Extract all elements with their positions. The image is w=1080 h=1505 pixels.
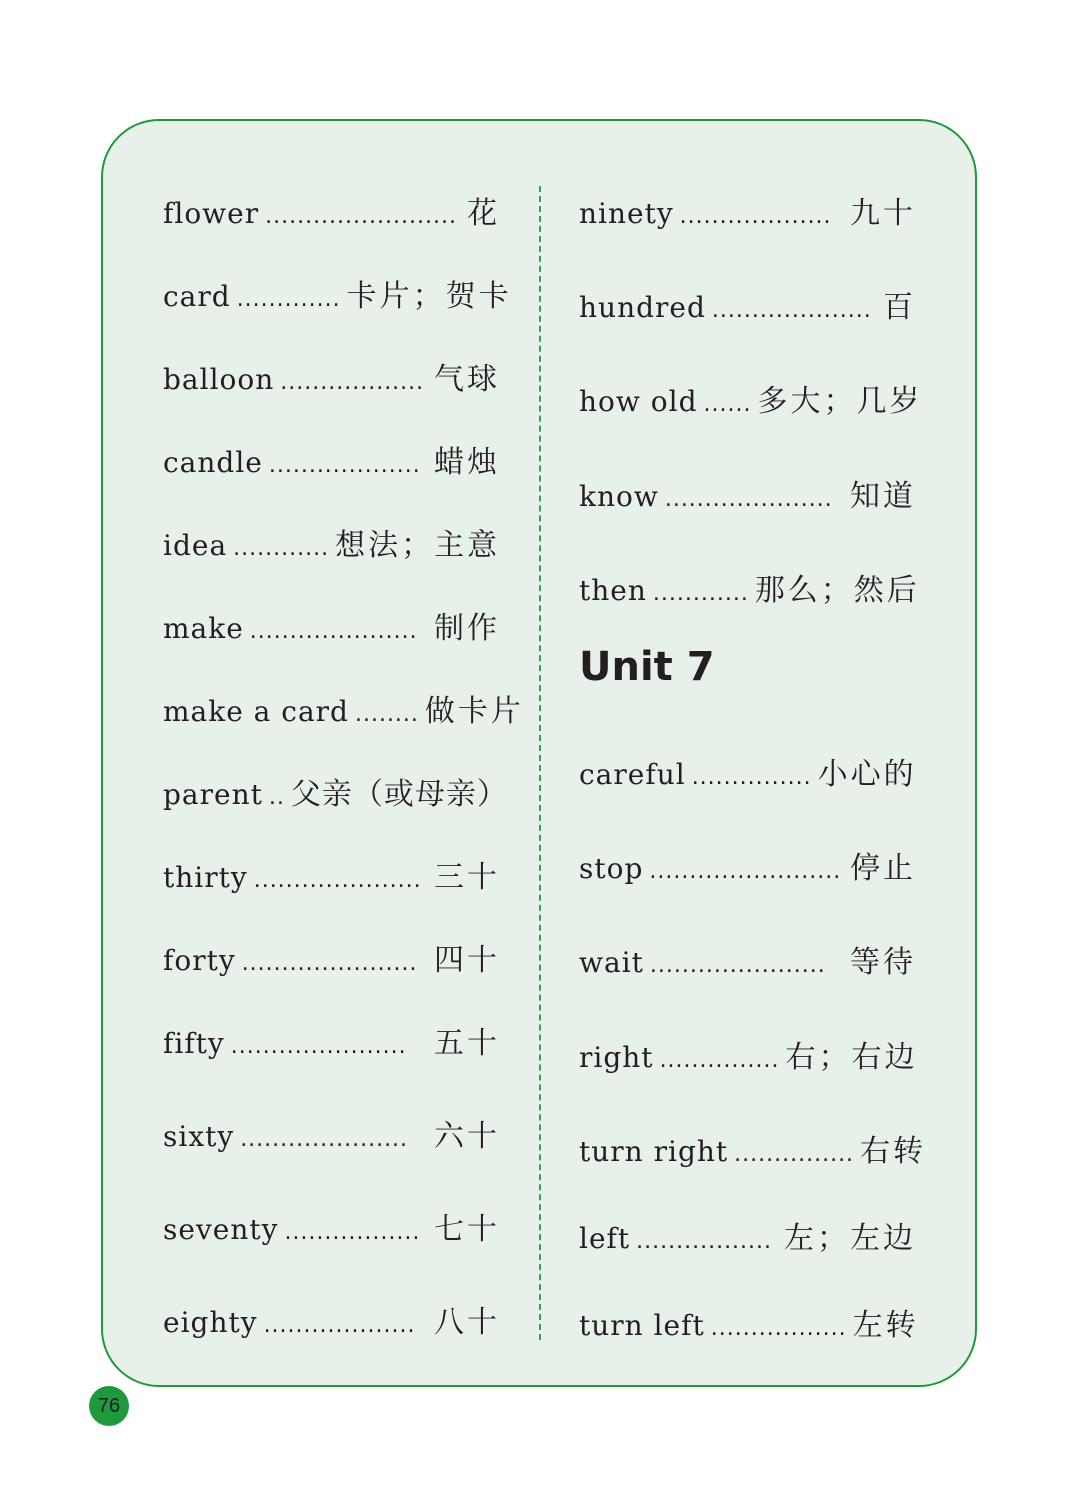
vocab-entry-stop [579, 843, 916, 887]
vocab-meaning: 右转 [860, 1134, 927, 1169]
leader-dots: ................. [710, 1316, 847, 1341]
vocab-entry-parent [163, 769, 508, 813]
vocab-entry-eighty [163, 1297, 500, 1341]
vocab-meaning: 花 [467, 196, 500, 231]
vocab-word: left [579, 1222, 631, 1255]
leader-dots: .................... [711, 298, 872, 323]
vocab-entry-know [579, 471, 916, 515]
vocab-meaning: 百 [883, 290, 916, 325]
vocab-entry-make [163, 603, 500, 647]
vocab-meaning: 左转 [852, 1308, 919, 1343]
vocab-word: make [163, 612, 244, 645]
vocab-entry-candle [163, 437, 500, 481]
vocab-word: parent [163, 778, 263, 811]
vocab-meaning: 知道 [850, 479, 916, 514]
leader-dots: ............. [236, 287, 341, 312]
leader-dots: .................. [280, 370, 425, 395]
vocab-entry-then [579, 565, 920, 609]
vocab-word: thirty [163, 861, 248, 894]
vocab-word: then [579, 574, 647, 607]
vocab-word: stop [579, 852, 644, 885]
vocab-word: balloon [163, 363, 275, 396]
vocab-meaning: 左；左边 [784, 1221, 916, 1256]
vocab-entry-forty [163, 935, 500, 979]
vocab-meaning: 制作 [434, 611, 500, 646]
vocab-word: fifty [163, 1027, 225, 1060]
vocab-meaning: 九十 [850, 196, 916, 231]
vocab-entry-turn-left [579, 1300, 919, 1344]
leader-dots: ............... [734, 1142, 855, 1167]
vocab-word: flower [163, 197, 260, 230]
vocab-entry-idea [163, 520, 500, 564]
vocab-word: know [579, 480, 659, 513]
leader-dots: ..................... [249, 619, 418, 644]
vocab-word: sixty [163, 1120, 235, 1153]
vocab-entry-balloon [163, 354, 500, 398]
leader-dots: ............... [691, 765, 812, 790]
page-number-badge: 76 [89, 1386, 129, 1426]
vocab-entry-left [579, 1213, 916, 1257]
vocab-word: wait [579, 946, 644, 979]
leader-dots: ........................ [649, 859, 842, 884]
vocab-meaning: 停止 [850, 851, 916, 886]
vocab-meaning: 八十 [434, 1305, 500, 1340]
vocab-meaning: 五十 [434, 1026, 500, 1061]
leader-dots: ............ [233, 536, 330, 561]
column-divider [539, 186, 541, 1340]
vocab-meaning: 四十 [434, 943, 500, 978]
leader-dots: ...... [703, 392, 752, 417]
vocab-meaning: 三十 [434, 860, 500, 895]
leader-dots: ................. [284, 1220, 421, 1245]
vocab-word: candle [163, 446, 263, 479]
vocab-meaning: 六十 [434, 1119, 500, 1154]
vocab-entry-make-a-card [163, 686, 524, 730]
vocab-meaning: 父亲（或母亲） [290, 777, 508, 812]
vocab-word: right [579, 1041, 654, 1074]
leader-dots: ...................... [241, 951, 418, 976]
vocab-entry-hundred [579, 282, 916, 326]
leader-dots: ..................... [240, 1127, 409, 1152]
leader-dots: ................. [636, 1229, 773, 1254]
vocab-word: hundred [579, 291, 706, 324]
vocab-word: idea [163, 529, 228, 562]
leader-dots: ................... [679, 204, 832, 229]
vocab-word: seventy [163, 1213, 279, 1246]
vocab-entry-careful [579, 749, 916, 793]
leader-dots: ........................ [265, 204, 457, 229]
vocab-meaning: 小心的 [817, 757, 917, 792]
vocab-meaning: 气球 [434, 362, 500, 397]
vocab-entry-wait [579, 937, 916, 981]
leader-dots: ................... [263, 1313, 416, 1338]
vocab-word: turn right [579, 1135, 729, 1168]
vocab-word: careful [579, 758, 686, 791]
vocab-meaning: 等待 [850, 945, 916, 980]
vocab-meaning: 卡片；贺卡 [346, 279, 512, 314]
vocab-word: turn left [579, 1309, 705, 1342]
leader-dots: ...................... [230, 1034, 407, 1059]
vocab-meaning: 多大；几岁 [757, 384, 923, 419]
vocab-entry-thirty [163, 852, 500, 896]
vocab-word: how old [579, 385, 698, 418]
leader-dots: ................... [268, 453, 421, 478]
vocab-entry-sixty [163, 1111, 500, 1155]
vocab-word: make a card [163, 695, 349, 728]
unit-heading: Unit 7 [579, 644, 715, 690]
vocab-entry-fifty [163, 1018, 500, 1062]
leader-dots: ............... [659, 1048, 780, 1073]
vocab-entry-turn-right [579, 1126, 927, 1170]
vocab-meaning: 蜡烛 [434, 445, 500, 480]
leader-dots: .. [268, 785, 285, 810]
vocab-meaning: 七十 [434, 1212, 500, 1247]
vocab-entry-right [579, 1032, 916, 1076]
vocab-word: ninety [579, 197, 674, 230]
leader-dots: ............ [652, 581, 749, 606]
leader-dots: ..................... [664, 487, 833, 512]
vocab-entry-how-old [579, 376, 923, 420]
leader-dots: ........ [354, 702, 419, 727]
vocab-meaning: 右；右边 [785, 1040, 918, 1075]
leader-dots: ..................... [253, 868, 422, 893]
vocab-word: card [163, 280, 231, 313]
vocab-entry-seventy [163, 1204, 500, 1248]
vocab-entry-ninety [579, 188, 916, 232]
vocab-meaning: 那么；然后 [754, 573, 920, 608]
vocab-meaning: 做卡片 [424, 694, 524, 729]
vocab-word: forty [163, 944, 236, 977]
vocab-meaning: 想法；主意 [335, 528, 501, 563]
vocab-entry-flower [163, 188, 500, 232]
leader-dots: ...................... [649, 953, 826, 978]
vocab-word: eighty [163, 1306, 258, 1339]
vocab-entry-card [163, 271, 512, 315]
